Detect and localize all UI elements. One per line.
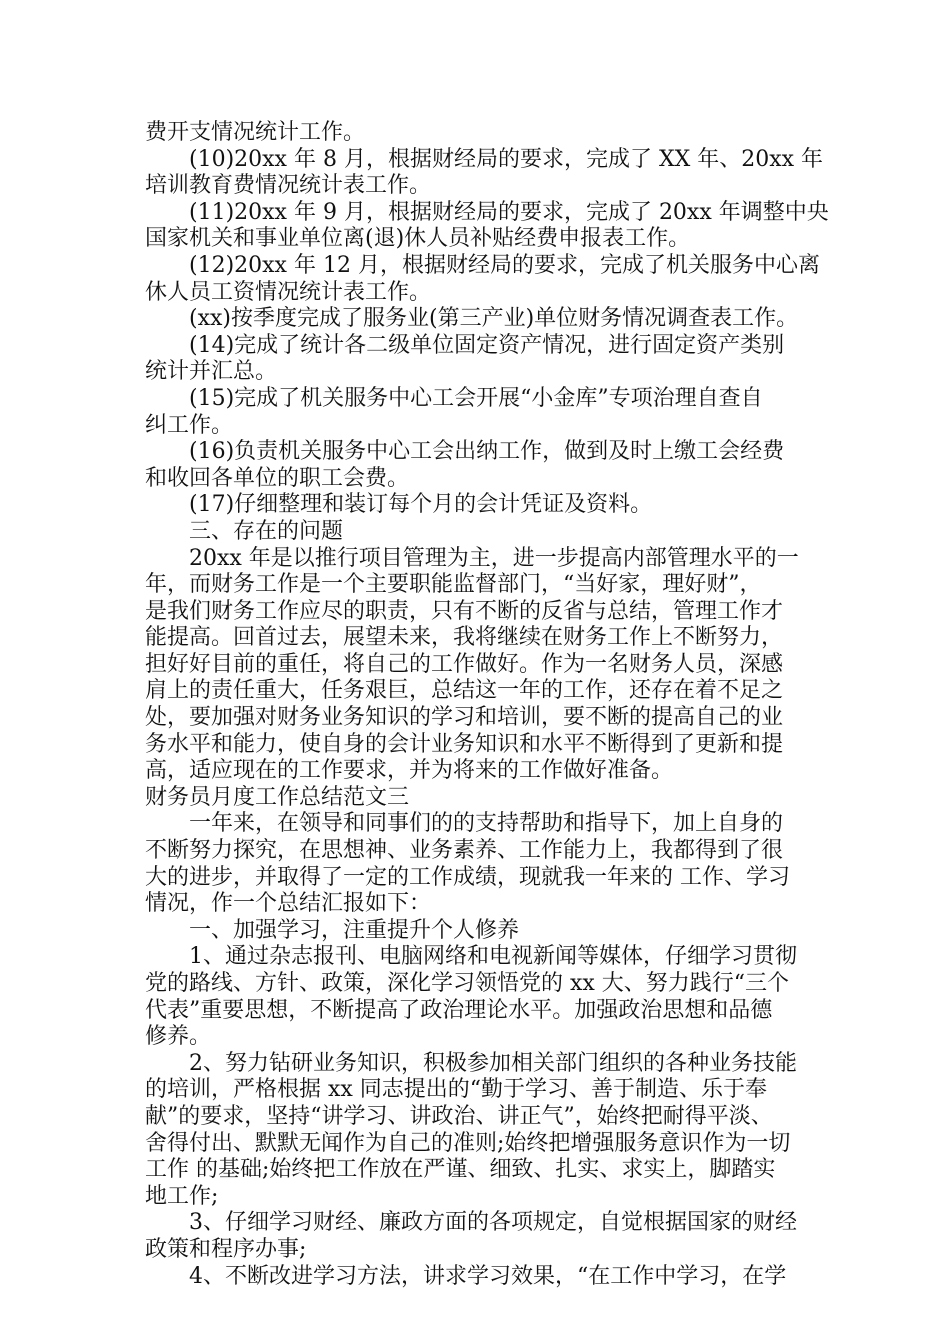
text-line: 是我们财务工作应尽的职责，只有不断的反省与总结，管理工作才 bbox=[145, 598, 784, 624]
text-line: 能提高。回首过去，展望未来，我将继续在财务工作上不断努力， bbox=[145, 625, 784, 651]
text-line: 地工作; bbox=[145, 1183, 219, 1209]
text-line: 纠工作。 bbox=[145, 412, 234, 438]
text-line: 肩上的责任重大，任务艰巨，总结这一年的工作，还存在着不足之 bbox=[145, 678, 784, 704]
text-line: 献”的要求，坚持“讲学习、讲政治、讲正气”，始终把耐得平淡、 bbox=[145, 1103, 773, 1129]
text-line: 20xx 年是以推行项目管理为主，进一步提高内部管理水平的一 bbox=[189, 545, 799, 571]
text-line: 高，适应现在的工作要求，并为将来的工作做好准备。 bbox=[145, 758, 674, 784]
text-line: 修养。 bbox=[145, 1024, 212, 1050]
text-line: (12)20xx 年 12 月，根据财经局的要求，完成了机关服务中心离 bbox=[189, 252, 820, 278]
text-line: (15)完成了机关服务中心工会开展“小金库”专项治理自查自 bbox=[189, 385, 763, 411]
text-line: 4、不断改进学习方法，讲求学习效果，“在工作中学习，在学 bbox=[189, 1263, 787, 1289]
text-line: 一年来，在领导和同事们的的支持帮助和指导下，加上自身的 bbox=[189, 811, 784, 837]
text-line: 休人员工资情况统计表工作。 bbox=[145, 279, 432, 305]
text-line: 和收回各单位的职工会费。 bbox=[145, 465, 410, 491]
text-line: 舍得付出、默默无闻作为自己的准则;始终把增强服务意识作为一切 bbox=[145, 1130, 791, 1156]
text-line: 政策和程序办事; bbox=[145, 1236, 307, 1262]
text-line: 工作 的基础;始终把工作放在严谨、细致、扎实、求实上，脚踏实 bbox=[145, 1157, 776, 1183]
text-line: 代表”重要思想，不断提高了政治理论水平。加强政治思想和品德 bbox=[145, 997, 773, 1023]
text-line: (14)完成了统计各二级单位固定资产情况，进行固定资产类别 bbox=[189, 332, 785, 358]
text-line: 大的进步，并取得了一定的工作成绩，现就我一年来的 工作、学习 bbox=[145, 864, 790, 890]
text-line: 务水平和能力，使自身的会计业务知识和水平不断得到了更新和提 bbox=[145, 731, 784, 757]
text-line: 3、仔细学习财经、廉政方面的各项规定，自觉根据国家的财经 bbox=[189, 1210, 797, 1236]
text-line: 的培训，严格根据 xx 同志提出的“勤于学习、善于制造、乐于奉 bbox=[145, 1077, 768, 1103]
document-body bbox=[145, 120, 829, 1290]
text-line: 统计并汇总。 bbox=[145, 359, 278, 385]
text-line: 财务员月度工作总结范文三 bbox=[145, 784, 410, 810]
text-line: 国家机关和事业单位离(退)休人员补贴经费申报表工作。 bbox=[145, 226, 691, 252]
text-line: 一、加强学习，注重提升个人修养 bbox=[189, 917, 520, 943]
text-line: 2、努力钻研业务知识，积极参加相关部门组织的各种业务技能 bbox=[189, 1050, 797, 1076]
text-line: 年，而财务工作是一个主要职能监督部门，“当好家，理好财”， bbox=[145, 572, 762, 598]
text-line: (xx)按季度完成了服务业(第三产业)单位财务情况调查表工作。 bbox=[189, 306, 799, 332]
text-line: (10)20xx 年 8 月，根据财经局的要求，完成了 XX 年、20xx 年 bbox=[189, 146, 824, 172]
text-line: 1、通过杂志报刊、电脑网络和电视新闻等媒体，仔细学习贯彻 bbox=[189, 944, 797, 970]
text-line: (17)仔细整理和装订每个月的会计凭证及资料。 bbox=[189, 492, 653, 518]
text-line: (11)20xx 年 9 月，根据财经局的要求，完成了 20xx 年调整中央 bbox=[189, 199, 829, 225]
text-line: 处，要加强对财务业务知识的学习和培训，要不断的提高自己的业 bbox=[145, 705, 784, 731]
text-line: 费开支情况统计工作。 bbox=[145, 120, 366, 145]
text-line: 党的路线、方针、政策，深化学习领悟党的 xx 大、努力践行“三个 bbox=[145, 971, 790, 996]
text-line: 培训教育费情况统计表工作。 bbox=[145, 173, 432, 199]
text-line: 不断努力探究，在思想神、业务素养、工作能力上，我都得到了很 bbox=[145, 838, 784, 864]
text-line: 担好好目前的重任，将自己的工作做好。作为一名财务人员，深感 bbox=[145, 651, 784, 677]
text-line: 三、存在的问题 bbox=[189, 518, 344, 544]
text-line: 情况，作一个总结汇报如下： bbox=[145, 891, 432, 917]
text-line: (16)负责机关服务中心工会出纳工作，做到及时上缴工会经费 bbox=[189, 439, 785, 465]
